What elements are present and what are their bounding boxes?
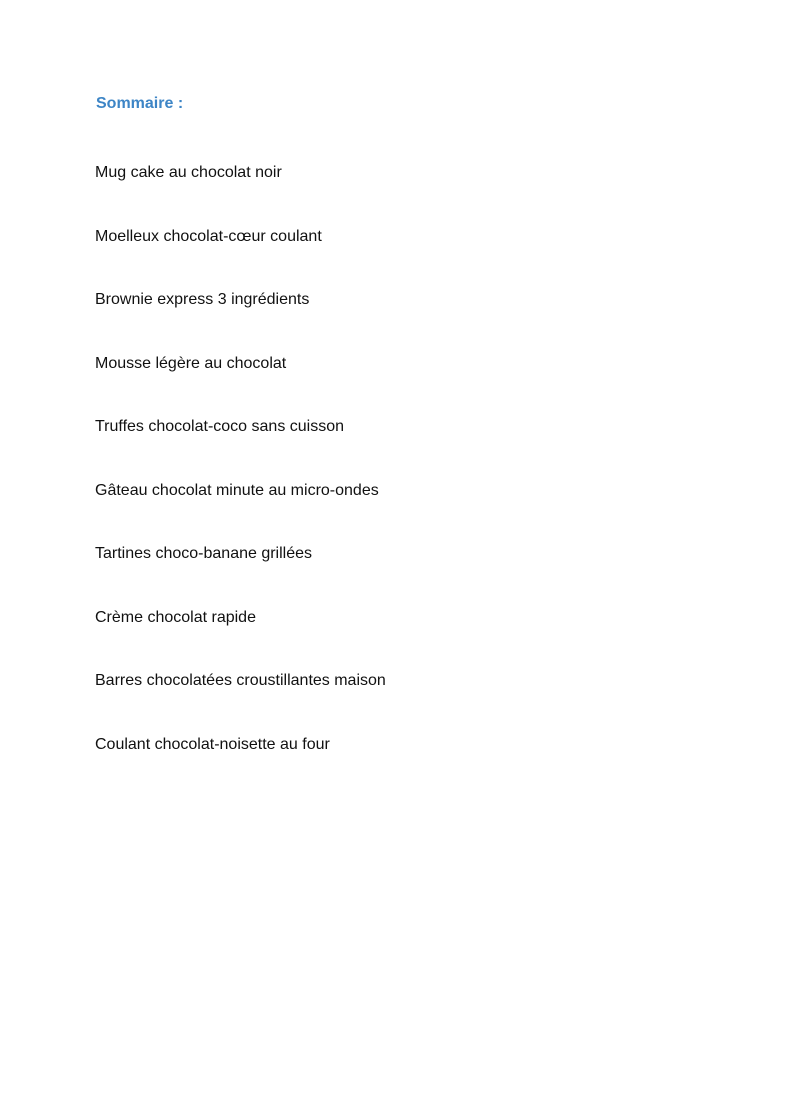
toc-item: Mug cake au chocolat noir	[95, 164, 282, 181]
toc-list	[95, 163, 386, 798]
toc-item: Barres chocolatées croustillantes maison	[95, 672, 386, 689]
toc-item: Mousse légère au chocolat	[95, 354, 287, 372]
toc-title: Sommaire :	[96, 95, 184, 112]
toc-item: Gâteau chocolat minute au micro-ondes	[95, 481, 379, 499]
toc-item: Truffes chocolat-coco sans cuisson	[95, 418, 345, 435]
toc-item: Moelleux chocolat-cœur coulant	[95, 227, 322, 245]
toc-item: Tartines choco-banane grillées	[95, 545, 313, 562]
toc-item: Crème chocolat rapide	[95, 608, 256, 626]
toc-item: Brownie express 3 ingrédients	[95, 291, 310, 308]
toc-item: Coulant chocolat-noisette au four	[95, 735, 330, 753]
